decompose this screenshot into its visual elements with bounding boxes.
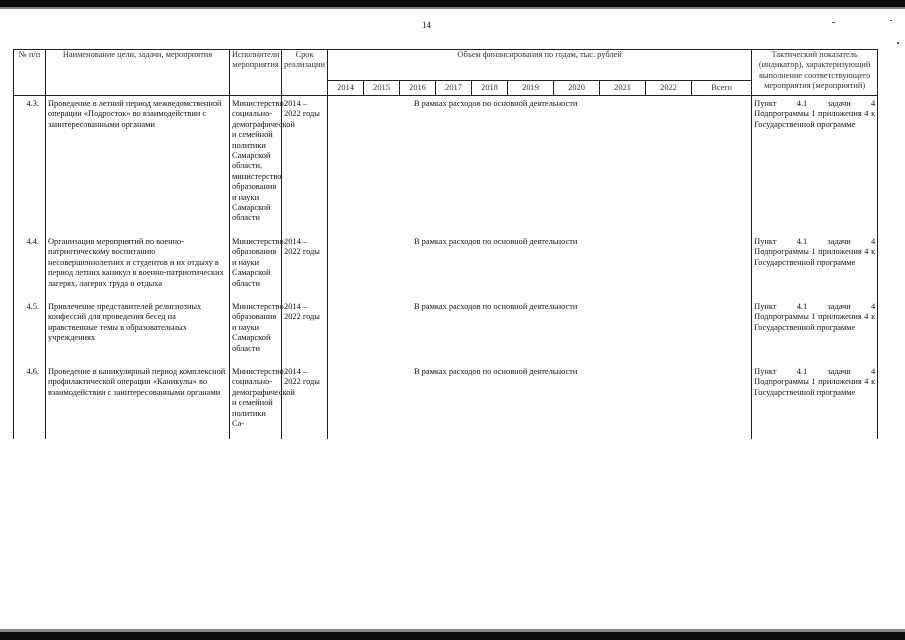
row-indicator: Пункт 4.1 задачи 4 Подпрограммы 1 приложения 4 к Государственной программе (752, 234, 878, 299)
header-period: Срок реализации (282, 50, 328, 96)
header-num: № п/п (14, 50, 46, 96)
row-name: Проведение в летний период межведомственной операции «Подросток» во взаимодействии с заинтересованными органами (46, 96, 230, 234)
header-year: 2021 (600, 81, 646, 96)
scan-speck (832, 22, 835, 23)
row-executor: Министерство социально-демографической и семейной политики Самарской области, министерство образования и науки Самарской области (230, 96, 282, 234)
table-row (14, 364, 878, 439)
row-period: 2014 – 2022 годы (282, 234, 328, 299)
row-name: Привлечение представителей религиозных конфессий для проведения бесед на нравственные темы в образовательных учреждениях (46, 299, 230, 364)
scan-top-border (0, 0, 905, 7)
row-executor: Министерство образования и науки Самарской области (230, 299, 282, 364)
header-year: 2022 (646, 81, 692, 96)
row-indicator: Пункт 4.1 задачи 4 Подпрограммы 1 приложения 4 к Государственной программе (752, 299, 878, 364)
row-finance: В рамках расходов по основной деятельности (328, 96, 752, 234)
table-header (14, 50, 878, 96)
row-indicator: Пункт 4.1 задачи 4 Подпрограммы 1 приложения 4 к Государственной программе (752, 364, 878, 439)
scan-speck (890, 20, 892, 21)
page-number: 14 (422, 20, 431, 30)
scan-speck (897, 42, 899, 44)
header-executor: Исполнители мероприятия (230, 50, 282, 96)
table-row (14, 299, 878, 364)
row-period: 2014 – 2022 годы (282, 299, 328, 364)
row-number: 4.6. (14, 364, 46, 439)
program-table (13, 49, 878, 439)
header-year: 2019 (508, 81, 554, 96)
header-year: 2017 (436, 81, 472, 96)
row-executor: Министерство социально-демографической и семейной политики Са- (230, 364, 282, 439)
row-period: 2014 – 2022 годы (282, 364, 328, 439)
row-finance: В рамках расходов по основной деятельности (328, 364, 752, 439)
header-indicator: Тактический показатель (индикатор), характеризующий выполнение соответствующего мероприятия (мероприятий) (752, 50, 878, 96)
row-period: 2014 – 2022 годы (282, 96, 328, 234)
row-number: 4.4. (14, 234, 46, 299)
row-number: 4.5. (14, 299, 46, 364)
row-executor: Министерство образования и науки Самарской области (230, 234, 282, 299)
scan-bottom-border (0, 632, 905, 640)
row-number: 4.3. (14, 96, 46, 234)
table-row (14, 234, 878, 299)
row-name: Организация мероприятий по военно-патриотическому воспитанию несовершеннолетних и студентов и их отдыху в период летних каникул в военно-патриотических лагерях, лагерях труда и отдыха (46, 234, 230, 299)
header-year: 2016 (400, 81, 436, 96)
row-finance: В рамках расходов по основной деятельности (328, 234, 752, 299)
row-name: Проведение в каникулярный период комплексной профилактической операции «Каникулы» во взаимодействии с заинтересованными органами (46, 364, 230, 439)
header-year-total: Всего (692, 81, 752, 96)
header-year: 2014 (328, 81, 364, 96)
header-name: Наименование цели, задачи, мероприятия (46, 50, 230, 96)
table-row (14, 96, 878, 234)
header-year: 2015 (364, 81, 400, 96)
header-year: 2020 (554, 81, 600, 96)
header-finance: Объем финансирования по годам, тыс. рублей (328, 50, 752, 81)
header-year: 2018 (472, 81, 508, 96)
row-indicator: Пункт 4.1 задачи 4 Подпрограммы 1 приложения 4 к Государственной программе (752, 96, 878, 234)
row-finance: В рамках расходов по основной деятельности (328, 299, 752, 364)
scan-top-shade (0, 7, 905, 9)
